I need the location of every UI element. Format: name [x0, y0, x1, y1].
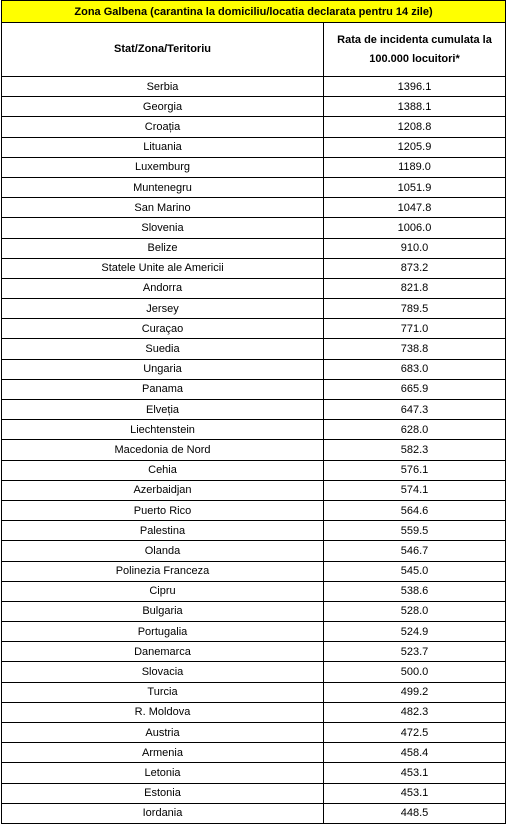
country-cell: R. Moldova	[2, 702, 324, 722]
country-cell: Estonia	[2, 783, 324, 803]
country-cell: Suedia	[2, 339, 324, 359]
rate-cell: 771.0	[324, 319, 506, 339]
table-row	[2, 803, 506, 823]
rate-cell: 647.3	[324, 400, 506, 420]
country-cell: San Marino	[2, 198, 324, 218]
table-row	[2, 561, 506, 581]
country-cell: Cipru	[2, 581, 324, 601]
column-header-country: Stat/Zona/Teritoriu	[2, 23, 324, 77]
table-row	[2, 299, 506, 319]
rate-cell: 1388.1	[324, 97, 506, 117]
yellow-zone-sheet	[1, 0, 505, 824]
country-cell: Elveția	[2, 400, 324, 420]
table-row	[2, 783, 506, 803]
table-row	[2, 702, 506, 722]
table-row	[2, 258, 506, 278]
table-row	[2, 642, 506, 662]
table-row	[2, 622, 506, 642]
table-row	[2, 682, 506, 702]
country-cell: Macedonia de Nord	[2, 440, 324, 460]
rate-cell: 738.8	[324, 339, 506, 359]
rate-cell: 1006.0	[324, 218, 506, 238]
table-body	[2, 77, 506, 824]
country-cell: Danemarca	[2, 642, 324, 662]
table-row	[2, 743, 506, 763]
table-row	[2, 77, 506, 97]
table-row	[2, 763, 506, 783]
rate-cell: 448.5	[324, 803, 506, 823]
country-cell: Polinezia Franceza	[2, 561, 324, 581]
rate-cell: 574.1	[324, 480, 506, 500]
country-cell: Turcia	[2, 682, 324, 702]
rate-cell: 789.5	[324, 299, 506, 319]
rate-cell: 545.0	[324, 561, 506, 581]
rate-cell: 482.3	[324, 702, 506, 722]
table-row	[2, 400, 506, 420]
country-cell: Croația	[2, 117, 324, 137]
country-cell: Belize	[2, 238, 324, 258]
table-row	[2, 359, 506, 379]
rate-cell: 524.9	[324, 622, 506, 642]
country-cell: Muntenegru	[2, 177, 324, 197]
rate-cell: 472.5	[324, 723, 506, 743]
rate-cell: 499.2	[324, 682, 506, 702]
rate-cell: 910.0	[324, 238, 506, 258]
country-cell: Georgia	[2, 97, 324, 117]
country-cell: Portugalia	[2, 622, 324, 642]
rate-cell: 873.2	[324, 258, 506, 278]
table-row	[2, 177, 506, 197]
table-row	[2, 198, 506, 218]
rate-cell: 1396.1	[324, 77, 506, 97]
country-cell: Curaçao	[2, 319, 324, 339]
rate-cell: 528.0	[324, 601, 506, 621]
country-cell: Olanda	[2, 541, 324, 561]
country-cell: Puerto Rico	[2, 500, 324, 520]
country-cell: Jersey	[2, 299, 324, 319]
table-row	[2, 218, 506, 238]
yellow-zone-table	[1, 0, 506, 824]
rate-cell: 546.7	[324, 541, 506, 561]
country-cell: Andorra	[2, 278, 324, 298]
table-row	[2, 278, 506, 298]
table-row	[2, 601, 506, 621]
table-row	[2, 521, 506, 541]
rate-cell: 1189.0	[324, 157, 506, 177]
column-header-rate: Rata de incidenta cumulata la 100.000 locuitori*	[324, 23, 506, 77]
country-cell: Ungaria	[2, 359, 324, 379]
country-cell: Slovenia	[2, 218, 324, 238]
table-row	[2, 581, 506, 601]
rate-cell: 538.6	[324, 581, 506, 601]
rate-cell: 1205.9	[324, 137, 506, 157]
table-banner-title: Zona Galbena (carantina la domiciliu/locatia declarata pentru 14 zile)	[2, 1, 506, 23]
table-row	[2, 97, 506, 117]
rate-cell: 683.0	[324, 359, 506, 379]
country-cell: Cehia	[2, 460, 324, 480]
table-row	[2, 541, 506, 561]
table-row	[2, 723, 506, 743]
rate-cell: 582.3	[324, 440, 506, 460]
country-cell: Panama	[2, 379, 324, 399]
rate-cell: 523.7	[324, 642, 506, 662]
rate-cell: 453.1	[324, 763, 506, 783]
table-row	[2, 117, 506, 137]
country-cell: Lituania	[2, 137, 324, 157]
country-cell: Austria	[2, 723, 324, 743]
rate-cell: 576.1	[324, 460, 506, 480]
table-row	[2, 420, 506, 440]
rate-cell: 458.4	[324, 743, 506, 763]
country-cell: Slovacia	[2, 662, 324, 682]
table-header-row	[2, 23, 506, 77]
country-cell: Palestina	[2, 521, 324, 541]
rate-cell: 665.9	[324, 379, 506, 399]
rate-cell: 453.1	[324, 783, 506, 803]
country-cell: Luxemburg	[2, 157, 324, 177]
table-row	[2, 137, 506, 157]
table-row	[2, 480, 506, 500]
table-row	[2, 440, 506, 460]
rate-cell: 821.8	[324, 278, 506, 298]
rate-cell: 628.0	[324, 420, 506, 440]
table-row	[2, 379, 506, 399]
table-row	[2, 460, 506, 480]
table-banner-row	[2, 1, 506, 23]
rate-cell: 559.5	[324, 521, 506, 541]
country-cell: Armenia	[2, 743, 324, 763]
rate-cell: 1047.8	[324, 198, 506, 218]
table-row	[2, 662, 506, 682]
country-cell: Azerbaidjan	[2, 480, 324, 500]
rate-cell: 564.6	[324, 500, 506, 520]
table-row	[2, 238, 506, 258]
rate-cell: 500.0	[324, 662, 506, 682]
table-row	[2, 319, 506, 339]
table-row	[2, 339, 506, 359]
rate-cell: 1051.9	[324, 177, 506, 197]
country-cell: Serbia	[2, 77, 324, 97]
country-cell: Bulgaria	[2, 601, 324, 621]
table-row	[2, 157, 506, 177]
country-cell: Letonia	[2, 763, 324, 783]
country-cell: Statele Unite ale Americii	[2, 258, 324, 278]
country-cell: Iordania	[2, 803, 324, 823]
rate-cell: 1208.8	[324, 117, 506, 137]
country-cell: Liechtenstein	[2, 420, 324, 440]
table-row	[2, 500, 506, 520]
